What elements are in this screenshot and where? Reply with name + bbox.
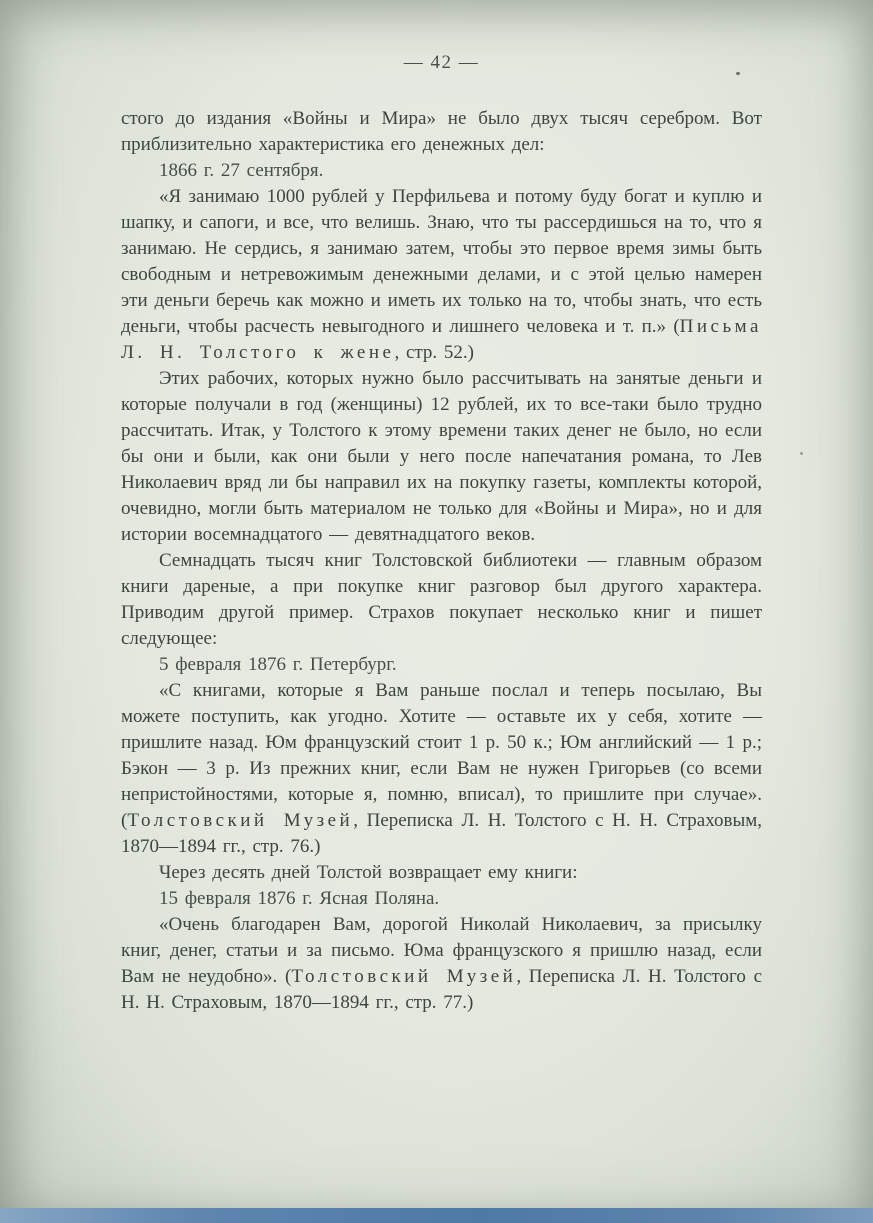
date-line [121,158,762,184]
paragraph [121,106,762,158]
paragraph [121,366,762,548]
text-run: Семнадцать тысяч книг Толстовской библиотеки — главным образом книги дареные, а при покупке книг разговор был другого характера. Приводим другой пример. Страхов покупает несколько книг и пишет следующее: [121,550,762,649]
bottom-edge-strip [0,1208,873,1223]
text-run: 15 февраля 1876 г. Ясная Поляна. [159,888,440,909]
text-run: «Очень благодарен Вам, дорогой Николай Николаевич, за присылку книг, денег, статьи и за письмо. Юма французского я пришлю назад, если Вам не неудобно». ( [121,914,762,987]
paragraph [121,678,762,860]
paragraph [121,548,762,652]
text-blocks [121,106,762,1016]
text-run: «С книгами, которые я Вам раньше послал и теперь посылаю, Вы можете поступить, как угодно. Хотите — оставьте их у себя, хотите — пришлите назад. Юм французский стоит 1 р. 50 к.; Юм английский — 1 р.; Бэкон — 3 р. Из прежних книг, если Вам не нужен Григорьев (со всеми непристойностями, которые я, помню, вписал), то пришлите при случае». ( [121,680,762,831]
text-run: , Переписка Л. Н. Толстого с Н. Н. Страховым, 1870—1894 гг., стр. 76.) [121,810,763,857]
text-run: «Я занимаю 1000 рублей у Перфильева и потому буду богат и куплю и шапку, и сапоги, и все, что велишь. Знаю, что ты рассердишься на то, что я занимаю. Не сердись, я занимаю затем, чтобы это первое время зимы быть свободным и нетревожимым денежными делами, и с этой целью намерен эти деньги беречь как можно и иметь их только на то, чтобы знать, что есть деньги, чтобы расчесть невыгодного и лишнего человека и т. п.» ( [121,186,762,337]
text-run: Этих рабочих, которых нужно было рассчитывать на занятые деньги и которые получали в год (женщины) 12 рублей, их то все-таки было трудно рассчитать. Итак, у Толстого к этому времени таких денег не было, но если бы они и были, как они были у него после напечатания романа, то Лев Николаевич вряд ли бы направил их на покупку газеты, комплекты которой, очевидно, могли быть материалом не только для «Войны и Мира», но и для истории восемнадцатого — девятнадцатого веков. [121,368,762,545]
emphasized-citation-text: Толстовский Музей [291,966,517,987]
emphasized-citation-text: Письма Л. Н. Толстого к жене [121,316,762,363]
paper-speck [800,452,803,455]
text-column [121,52,762,1016]
paragraph [121,912,762,1016]
text-run: , стр. 52.) [394,342,475,363]
paragraph [121,860,762,886]
date-line [121,652,762,678]
paper-speck [736,72,740,75]
text-run: стого до издания «Войны и Мира» не было двух тысяч серебром. Вот приблизительно характеристика его денежных дел: [121,108,762,155]
text-run: Через десять дней Толстой возвращает ему книги: [159,862,578,883]
page-number: — 42 — [403,52,480,73]
text-run: , Переписка Л. Н. Толстого с Н. Н. Страховым, 1870—1894 гг., стр. 77.) [121,966,763,1013]
text-run: 5 февраля 1876 г. Петербург. [159,654,397,675]
emphasized-citation-text: Толстовский Музей [127,810,354,831]
date-line [121,886,762,912]
paragraph [121,184,762,366]
text-run: 1866 г. 27 сентября. [159,160,324,181]
